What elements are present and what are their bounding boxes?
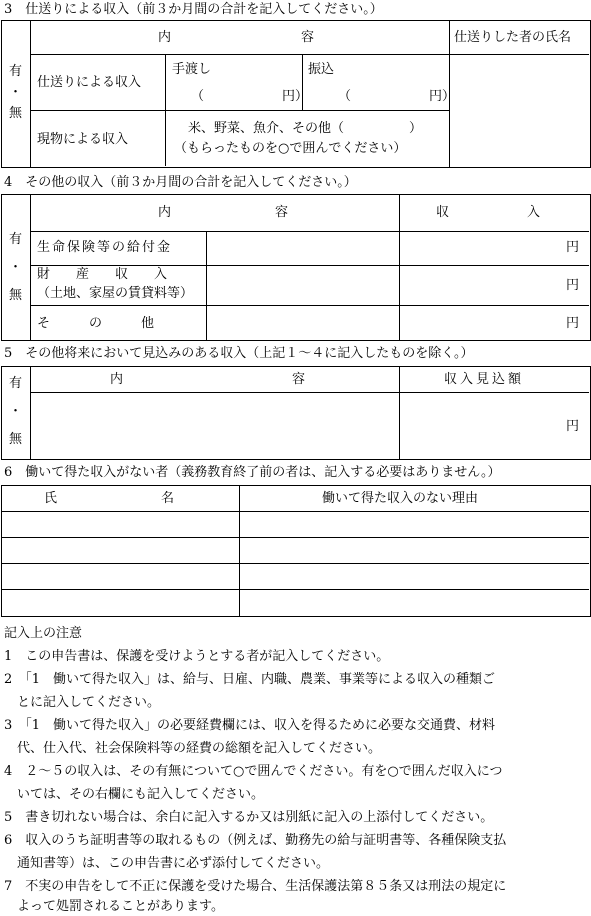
- section3-transfer-label: 振込: [308, 62, 335, 77]
- section3-row2-line1[interactable]: 米、野菜、魚介、その他（ ）: [188, 121, 423, 136]
- section3-handover-label: 手渡し: [172, 62, 212, 77]
- notes-line: よって処罰されることがあります。: [4, 899, 224, 914]
- notes-line: 4 ２～５の収入は、その有無について○で囲んでください。有を○で囲んだ収入につ: [4, 764, 503, 779]
- section4-presence-no[interactable]: 無: [9, 288, 23, 303]
- notes-line: 通知書等）は、この申告書に必ず添付してください。: [4, 856, 330, 871]
- section4-row-life-insurance-unit: 円: [566, 240, 580, 255]
- section5-unit: 円: [566, 419, 580, 434]
- section6-name-cell[interactable]: [2, 538, 238, 562]
- section3-row2-line2: （もらったものを○で囲んでください）: [174, 141, 407, 156]
- section3-presence-no[interactable]: 無: [9, 106, 23, 121]
- section4-row-property-sub: （土地、家屋の賃貸料等）: [37, 286, 194, 301]
- section4-presence-yes[interactable]: 有: [9, 232, 23, 247]
- notes-line: いては、その右欄にも記入してください。: [4, 787, 265, 802]
- section3-title: 3 仕送りによる収入（前３か月間の合計を記入してください。）: [4, 2, 383, 17]
- notes-line: 5 書き切れない場合は、余白に記入するか又は別紙に記入の上添付してください。: [4, 810, 494, 825]
- section6-name-cell[interactable]: [2, 590, 238, 614]
- notes-line: 6 収入のうち証明書等の取れるもの（例えば、勤務先の給与証明書等、各種保険支払: [4, 833, 507, 848]
- notes-line: とに記入してください。: [4, 695, 161, 710]
- notes-line: 7 不実の申告をして不正に保護を受けた場合、生活保護法第８５条又は刑法の規定に: [4, 879, 507, 894]
- section6-name-cell[interactable]: [2, 512, 238, 536]
- section6-header-name: 氏 名: [44, 491, 175, 506]
- notes-line: 代、仕入代、社会保険料等の経費の総額を記入してください。: [4, 741, 382, 756]
- section3-handover-amount[interactable]: （ 円）: [191, 89, 309, 104]
- section3-header-content: 内 容: [158, 30, 315, 45]
- section4-row-property: 財 産 収 入: [37, 267, 168, 282]
- notes-heading: 記入上の注意: [4, 626, 83, 641]
- section6-reason-cell[interactable]: [241, 564, 588, 588]
- section3-header-sender: 仕送りした者の氏名: [454, 30, 572, 45]
- section4-row-property-unit: 円: [566, 278, 580, 293]
- section6-reason-cell[interactable]: [241, 590, 588, 614]
- section6-title: 6 働いて得た収入がない者（義務教育終了前の者は、記入する必要はありません。）: [4, 465, 501, 480]
- section3-presence-yes[interactable]: 有: [9, 64, 23, 79]
- notes-line: 3 「1 働いて得た収入」の必要経費欄には、収入を得るために必要な交通費、材料: [4, 718, 496, 733]
- section4-row-life-insurance: 生命保険等の給付金: [37, 240, 173, 255]
- section3-presence-dot: ・: [9, 85, 23, 100]
- section5-presence-no[interactable]: 無: [9, 432, 23, 447]
- section6-name-cell[interactable]: [2, 564, 238, 588]
- section5-header-content: 内 容: [110, 372, 306, 387]
- section5-presence-dot: ・: [9, 404, 23, 419]
- section4-presence-dot: ・: [9, 260, 23, 275]
- notes-line: 1 この申告書は、保護を受けようとする者が記入してください。: [4, 649, 390, 664]
- section3-row2-label: 現物による収入: [37, 132, 129, 147]
- section4-title: 4 その他の収入（前３か月間の合計を記入してください。）: [4, 175, 357, 190]
- section5-presence-yes[interactable]: 有: [9, 376, 23, 391]
- section3-row1-label: 仕送りによる収入: [37, 75, 142, 90]
- section5-header-expected: 収入見込額: [444, 372, 525, 387]
- notes-line: 2 「1 働いて得た収入」は、給与、日雇、内職、農業、事業等による収入の種類ご: [4, 672, 496, 687]
- section6-reason-cell[interactable]: [241, 512, 588, 536]
- section4-row-other: そ の 他: [37, 316, 155, 331]
- section4-header-content: 内 容: [158, 205, 289, 220]
- section4-row-other-unit: 円: [566, 316, 580, 331]
- section6-header-reason: 働いて得た収入のない理由: [322, 491, 479, 506]
- section4-header-income: 収 入: [436, 205, 541, 220]
- section3-transfer-amount[interactable]: （ 円）: [338, 89, 456, 104]
- section5-title: 5 その他将来において見込みのある収入（上記１～４に記入したものを除く。）: [4, 346, 474, 361]
- section6-reason-cell[interactable]: [241, 538, 588, 562]
